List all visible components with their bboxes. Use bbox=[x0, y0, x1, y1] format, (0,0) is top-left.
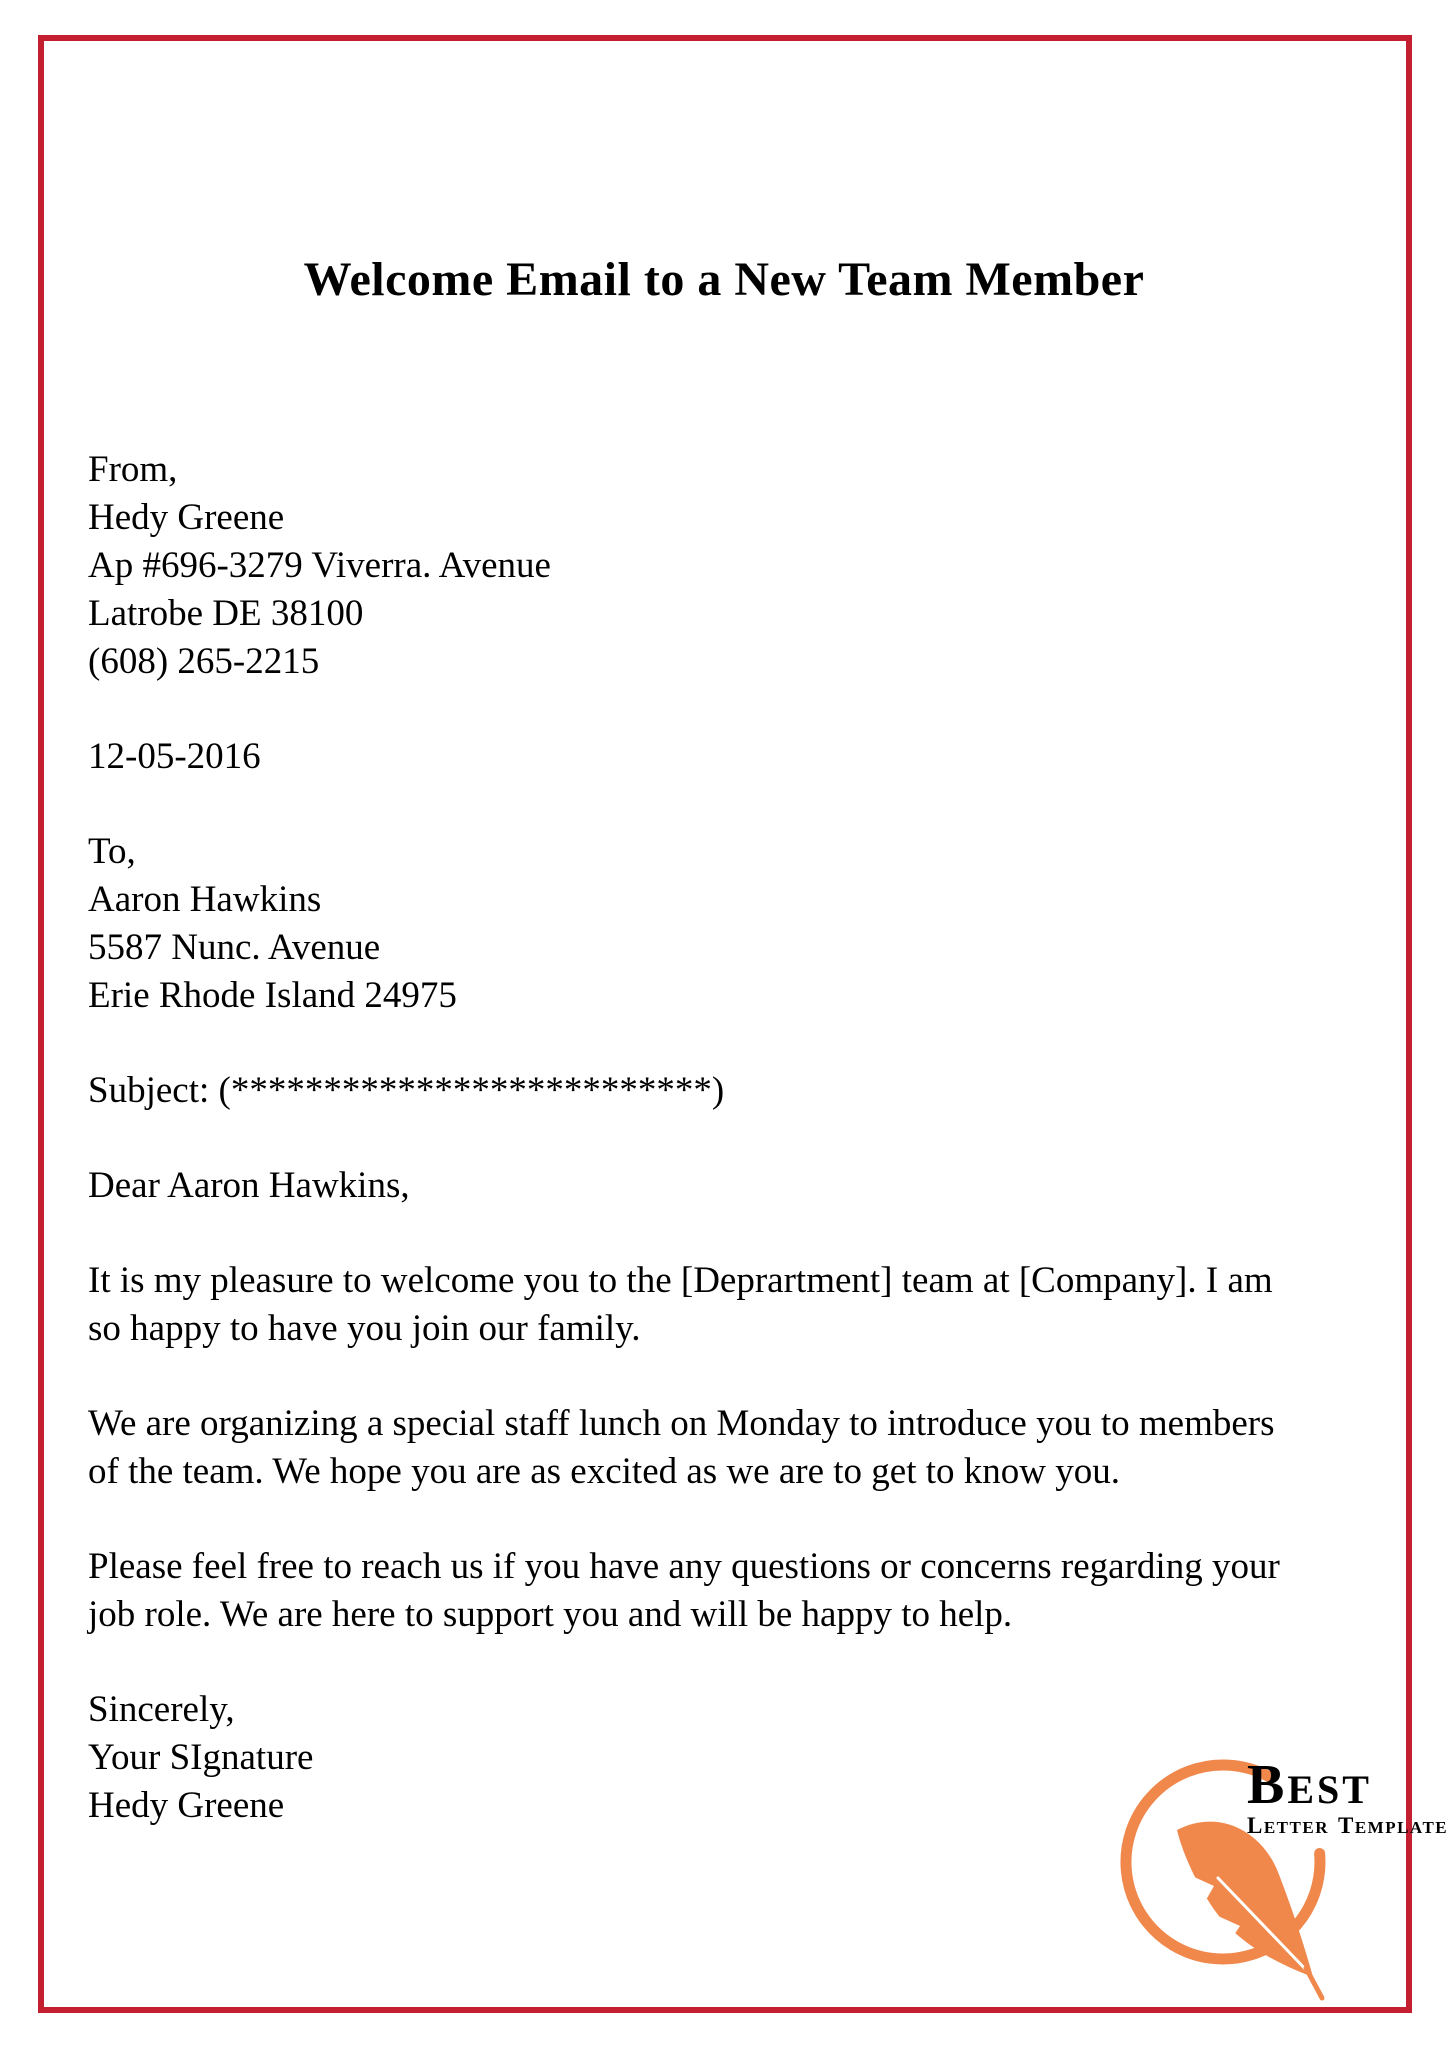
from-block bbox=[88, 446, 1348, 686]
sender-phone: (608) 265-2215 bbox=[88, 641, 320, 682]
recipient-address-line-1: 5587 Nunc. Avenue bbox=[88, 927, 381, 968]
signature-name: Hedy Greene bbox=[88, 1785, 285, 1826]
paragraph-3-line-2: job role. We are here to support you and will be happy to help. bbox=[88, 1594, 1013, 1635]
sender-address-line-1: Ap #696-3279 Viverra. Avenue bbox=[88, 545, 551, 586]
logo-text bbox=[1247, 1754, 1448, 1839]
salutation: Dear Aaron Hawkins, bbox=[88, 1165, 410, 1206]
closing-salutation: Sincerely, bbox=[88, 1689, 235, 1730]
paragraph-2 bbox=[88, 1400, 1348, 1496]
paragraph-1-line-1: It is my pleasure to welcome you to the [Deprartment] team at [Company]. I am bbox=[88, 1260, 1273, 1301]
paragraph-3-line-1: Please feel free to reach us if you have any questions or concerns regarding your bbox=[88, 1546, 1280, 1587]
brand-logo bbox=[1110, 1740, 1448, 2040]
to-label: To, bbox=[88, 831, 136, 872]
paragraph-2-line-1: We are organizing a special staff lunch on Monday to introduce you to members bbox=[88, 1403, 1275, 1444]
logo-tagline: LETTER TEMPLATE bbox=[1247, 1813, 1448, 1838]
to-block bbox=[88, 828, 1348, 1020]
sender-name: Hedy Greene bbox=[88, 497, 285, 538]
signature-placeholder: Your SIgnature bbox=[88, 1737, 314, 1778]
recipient-name: Aaron Hawkins bbox=[88, 879, 322, 920]
sender-address-line-2: Latrobe DE 38100 bbox=[88, 593, 364, 634]
subject-line: Subject: (**************************) bbox=[88, 1070, 725, 1111]
recipient-address-line-2: Erie Rhode Island 24975 bbox=[88, 975, 457, 1016]
letter-body bbox=[88, 446, 1348, 1877]
logo-brand-name: BEST bbox=[1247, 1754, 1372, 1816]
paragraph-2-line-2: of the team. We hope you are as excited as we are to get to know you. bbox=[88, 1451, 1120, 1492]
paragraph-1-line-2: so happy to have you join our family. bbox=[88, 1308, 641, 1349]
date-line: 12-05-2016 bbox=[88, 736, 261, 777]
from-label: From, bbox=[88, 449, 178, 490]
page-title: Welcome Email to a New Team Member bbox=[303, 253, 1145, 306]
paragraph-1 bbox=[88, 1257, 1348, 1353]
paragraph-3 bbox=[88, 1543, 1348, 1639]
